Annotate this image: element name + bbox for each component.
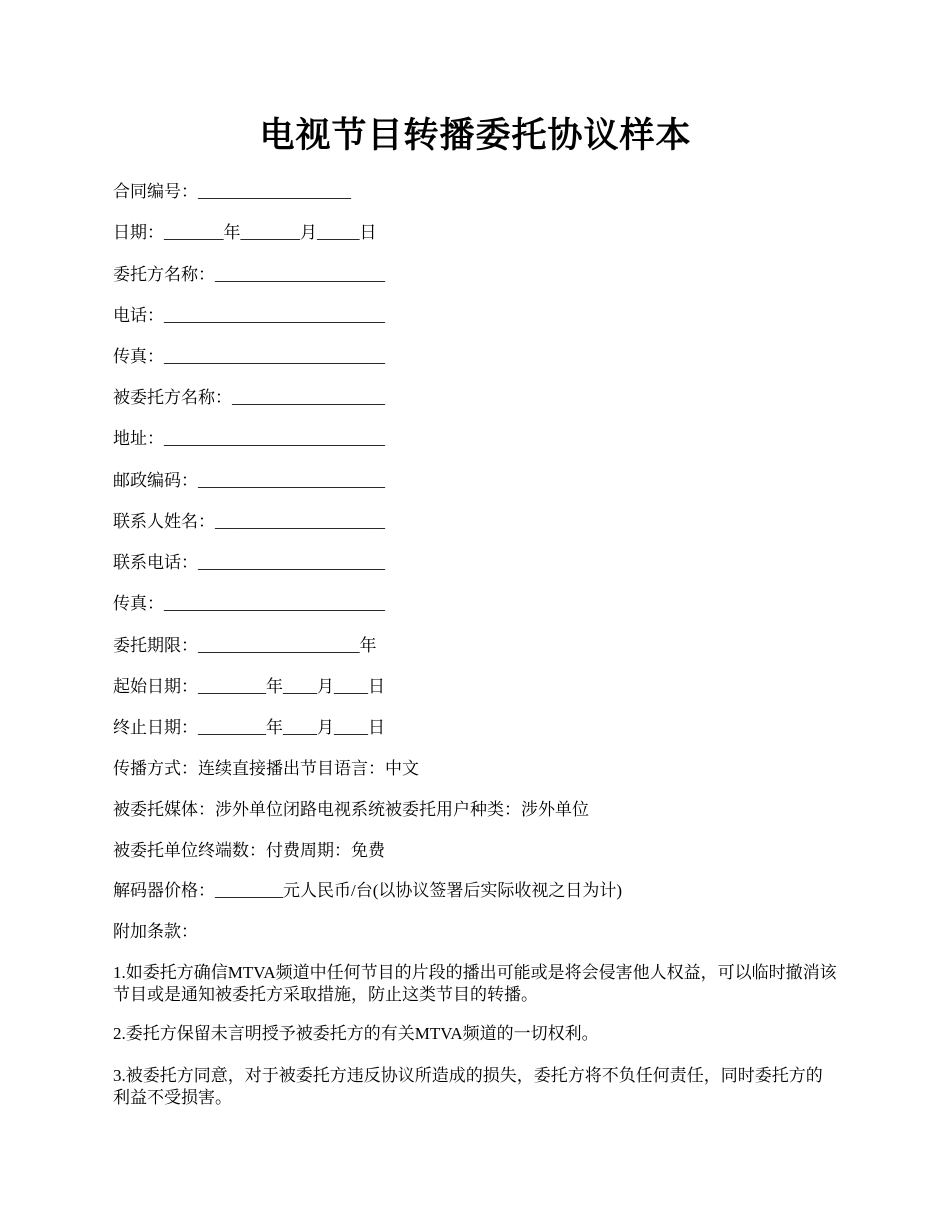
phone-line: 电话：__________________________ [113, 306, 385, 325]
agent-name-line: 被委托方名称：__________________ [113, 388, 385, 407]
clause-2: 2.委托方保留未言明授予被委托方的有关MTVA频道的一切权利。 [113, 1024, 599, 1043]
start-date-line: 起始日期：________年____月____日 [113, 677, 385, 696]
end-date-line: 终止日期：________年____月____日 [113, 718, 385, 737]
term-line: 委托期限：___________________年 [113, 636, 377, 655]
address-line: 地址：__________________________ [113, 429, 385, 448]
fax-line: 传真：__________________________ [113, 347, 385, 366]
broadcast-mode-line: 传播方式：连续直接播出节目语言：中文 [113, 759, 419, 778]
principal-name-line: 委托方名称：____________________ [113, 265, 385, 284]
contact-name-line: 联系人姓名：____________________ [113, 512, 385, 531]
decoder-price-line: 解码器价格：________元人民币/台(以协议签署后实际收视之日为计) [113, 881, 623, 900]
additional-terms-heading: 附加条款： [113, 922, 198, 941]
postal-code-line: 邮政编码：______________________ [113, 471, 385, 490]
terminals-line: 被委托单位终端数：付费周期：免费 [113, 841, 385, 860]
document-title: 电视节目转播委托协议样本 [259, 116, 692, 155]
contact-phone-line: 联系电话：______________________ [113, 553, 385, 572]
clause-1: 1.如委托方确信MTVA频道中任何节目的片段的播出可能或是将会侵害他人权益，可以临时撤消该节目或是通知被委托方采取措施，防止这类节目的转播。 [113, 963, 837, 1004]
date-line: 日期：_______年_______月_____日 [113, 223, 377, 242]
fax-line-2: 传真：__________________________ [113, 594, 385, 613]
clause-3: 3.被委托方同意，对于被委托方违反协议所造成的损失，委托方将不负任何责任，同时委托方的利益不受损害。 [113, 1066, 823, 1107]
media-line: 被委托媒体：涉外单位闭路电视系统被委托用户种类：涉外单位 [113, 800, 589, 819]
contract-number-line: 合同编号：__________________ [113, 182, 351, 201]
